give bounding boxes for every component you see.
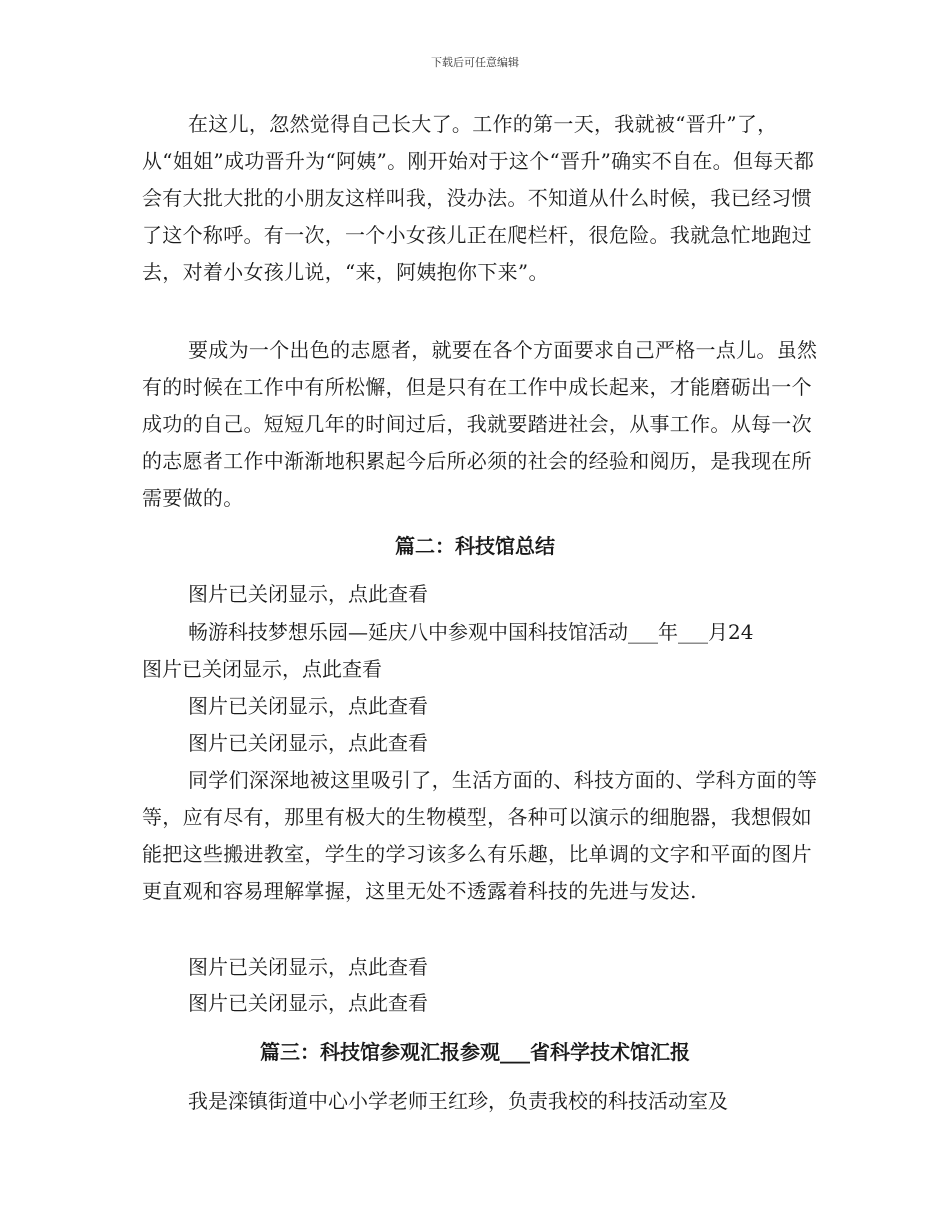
image-placeholder-link[interactable]: 图片已关闭显示，点此查看 [188, 991, 428, 1015]
section3-paragraph: 我是滦镇街道中心小学老师王红珍，负责我校的科技活动室及 [188, 1089, 728, 1113]
image-placeholder-link[interactable]: 图片已关闭显示，点此查看 [188, 955, 428, 979]
section2-paragraph: 同学们深深地被这里吸引了，生活方面的、科技方面的、学科方面的等等，应有尽有，那里有极大的生物模型，各种可以演示的细胞器，我想假如能把这些搬进教室，学生的学习该多么有乐趣，比单调的文字和平面的图片更直观和容易理解掌握，这里无处不透露着科技的先进与发达. [142, 768, 818, 903]
image-placeholder-link[interactable]: 图片已关闭显示，点此查看 [188, 582, 428, 606]
section3-heading: 篇三：科技馆参观汇报参观___省科学技术馆汇报 [260, 1040, 690, 1064]
section1-paragraph-2: 要成为一个出色的志愿者，就要在各个方面要求自己严格一点儿。虽然有的时候在工作中有所松懈，但是只有在工作中成长起来，才能磨砺出一个成功的自己。短短几年的时间过后，我就要踏进社会，从事工作。从每一次的志愿者工作中渐渐地积累起今后所必须的社会的经验和阅历，是我现在所需要做的。 [142, 338, 818, 510]
header-note: 下载后可任意编辑 [431, 56, 519, 69]
image-placeholder-link[interactable]: 图片已关闭显示，点此查看 [188, 731, 428, 755]
section2-heading: 篇二：科技馆总结 [395, 534, 555, 558]
section1-paragraph-1: 在这儿，忽然觉得自己长大了。工作的第一天，我就被“晋升”了，从“姐姐”成功晋升为“阿姨”。刚开始对于这个“晋升”确实不自在。但每天都会有大批大批的小朋友这样叫我，没办法。不知道从什么时候，我已经习惯了这个称呼。有一次，一个小女孩儿正在爬栏杆，很危险。我就急忙地跑过去，对着小女孩儿说，“来，阿姨抱你下来”。 [142, 112, 815, 284]
event-title-line: 畅游科技梦想乐园—延庆八中参观中国科技馆活动___年___月24 [188, 620, 754, 644]
image-placeholder-link[interactable]: 图片已关闭显示，点此查看 [188, 694, 428, 718]
image-placeholder-link[interactable]: 图片已关闭显示，点此查看 [142, 657, 382, 681]
